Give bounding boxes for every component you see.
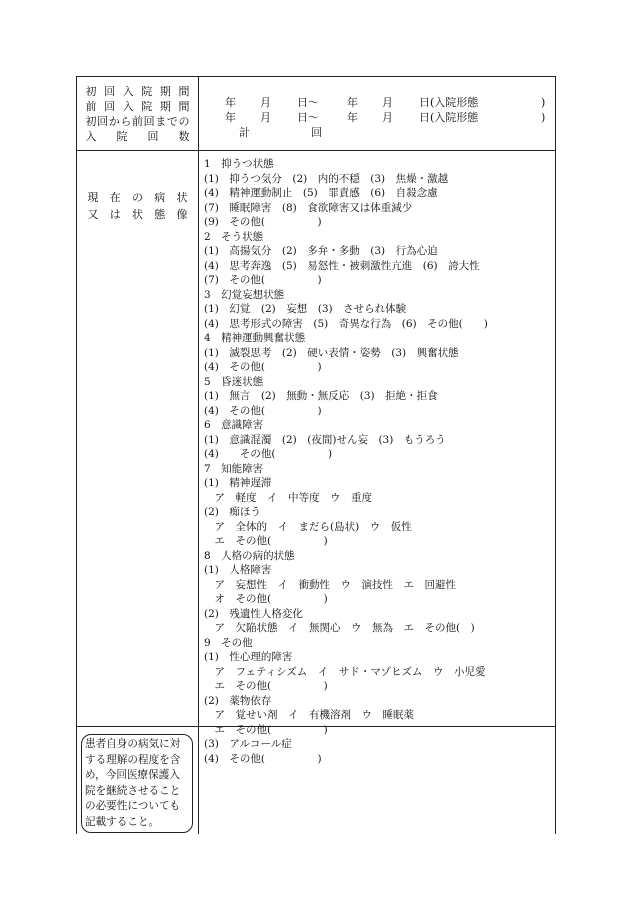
status-item[interactable]: ア フェティシズム イ サド・マゾヒズム ウ 小児愛	[204, 665, 486, 678]
status-item[interactable]: (1) 性心理的障害	[204, 651, 293, 663]
status-item[interactable]: (9) その他( )	[204, 216, 322, 228]
status-item[interactable]: (4) 思考奔逸 (5) 易怒性・被刺激性亢進 (6) 誇大性	[204, 259, 480, 272]
label-previous-period: 前回入院期間	[85, 99, 190, 113]
hospitalization-fields	[205, 95, 550, 140]
status-item[interactable]: (3) アルコール症	[204, 738, 292, 750]
status-item[interactable]: (1) 幻覚 (2) 妄想 (3) させられ体験	[204, 303, 407, 315]
status-item[interactable]: ア 欠陥状態 イ 無関心 ウ 無為 エ その他( )	[204, 622, 475, 634]
status-item[interactable]: エ その他( )	[204, 680, 328, 692]
status-item[interactable]: (2) 残遺性人格変化	[204, 607, 303, 620]
status-item[interactable]: (4) その他( )	[204, 448, 333, 460]
instruction-note: 患者自身の病気に対する理解の程度を含め，今回医療保護入院を継続させることの必要性についても記載すること。	[81, 734, 193, 833]
status-item[interactable]: 3 幻覚妄想状態	[204, 288, 285, 301]
status-item[interactable]: エ その他( )	[204, 535, 328, 547]
status-item[interactable]: 7 知能障害	[204, 462, 264, 475]
status-item[interactable]: 2 そう状態	[204, 230, 264, 243]
previous-period-line[interactable]: 年 月 日〜 年 月 日(入院形態 )	[225, 111, 546, 124]
status-item[interactable]: 6 意識障害	[204, 419, 264, 431]
status-item[interactable]: (4) 精神運動制止 (5) 罪責感 (6) 自殺念慮	[204, 187, 438, 199]
status-item[interactable]: エ その他( )	[204, 723, 328, 736]
status-checklist	[204, 157, 549, 766]
hospitalization-label	[77, 77, 198, 150]
label-from-first: 初回から前回までの	[85, 114, 190, 128]
status-item[interactable]: (4) その他( )	[204, 752, 322, 765]
status-item[interactable]: (1) 無言 (2) 無動・無反応 (3) 拒絶・拒食	[204, 390, 438, 402]
status-item[interactable]: (4) 思考形式の障害 (5) 奇異な行為 (6) その他( )	[204, 317, 488, 330]
label-admission-count: 入院回数	[85, 129, 190, 143]
status-item[interactable]: 9 その他	[204, 636, 253, 649]
status-item[interactable]: (7) その他( )	[204, 274, 322, 286]
status-label: 現在の病状 又は状態像	[87, 191, 188, 221]
status-item[interactable]: (1) 意識混濁 (2) (夜間)せん妄 (3) もうろう	[204, 433, 446, 446]
status-item[interactable]: (1) 高揚気分 (2) 多弁・多動 (3) 行為心迫	[204, 245, 438, 257]
first-period-line[interactable]: 年 月 日〜 年 月 日(入院形態 )	[225, 96, 546, 109]
status-item[interactable]: (7) 睡眠障害 (8) 食欲障害又は体重減少	[204, 201, 413, 214]
status-item[interactable]: 8 人格の病的状態	[204, 549, 295, 562]
status-item[interactable]: (1) 滅裂思考 (2) 硬い表情・姿勢 (3) 興奮状態	[204, 346, 459, 359]
status-item[interactable]: 1 抑うつ状態	[204, 158, 274, 170]
status-item[interactable]: ア 軽度 イ 中等度 ウ 重度	[204, 491, 372, 504]
row-divider	[77, 150, 555, 151]
status-item[interactable]: 5 昏迷状態	[204, 375, 264, 388]
status-item[interactable]: (1) 抑うつ気分 (2) 内的不穏 (3) 焦燥・激越	[204, 172, 449, 185]
status-item[interactable]: オ その他( )	[204, 593, 328, 605]
status-item[interactable]: (1) 精神遅滞	[204, 477, 272, 489]
status-item[interactable]: (2) 薬物依存	[204, 694, 272, 707]
column-divider	[198, 77, 199, 834]
admission-count-line[interactable]: 計 回	[239, 126, 322, 139]
status-item[interactable]: (4) その他( )	[204, 361, 322, 373]
label-first-period: 初回入院期間	[85, 84, 190, 98]
form-table	[76, 76, 556, 834]
status-item[interactable]: ア 覚せい剤 イ 有機溶剤 ウ 睡眠薬	[204, 709, 414, 721]
status-item[interactable]: 4 精神運動興奮状態	[204, 332, 306, 344]
status-item[interactable]: (2) 痴ほう	[204, 506, 261, 518]
status-item[interactable]: ア 妄想性 イ 衝動性 ウ 演技性 エ 回避性	[204, 578, 456, 591]
status-item[interactable]: ア 全体的 イ まだら(島状) ウ 仮性	[204, 520, 412, 533]
status-item[interactable]: (1) 人格障害	[204, 564, 272, 576]
status-item[interactable]: (4) その他( )	[204, 404, 322, 417]
